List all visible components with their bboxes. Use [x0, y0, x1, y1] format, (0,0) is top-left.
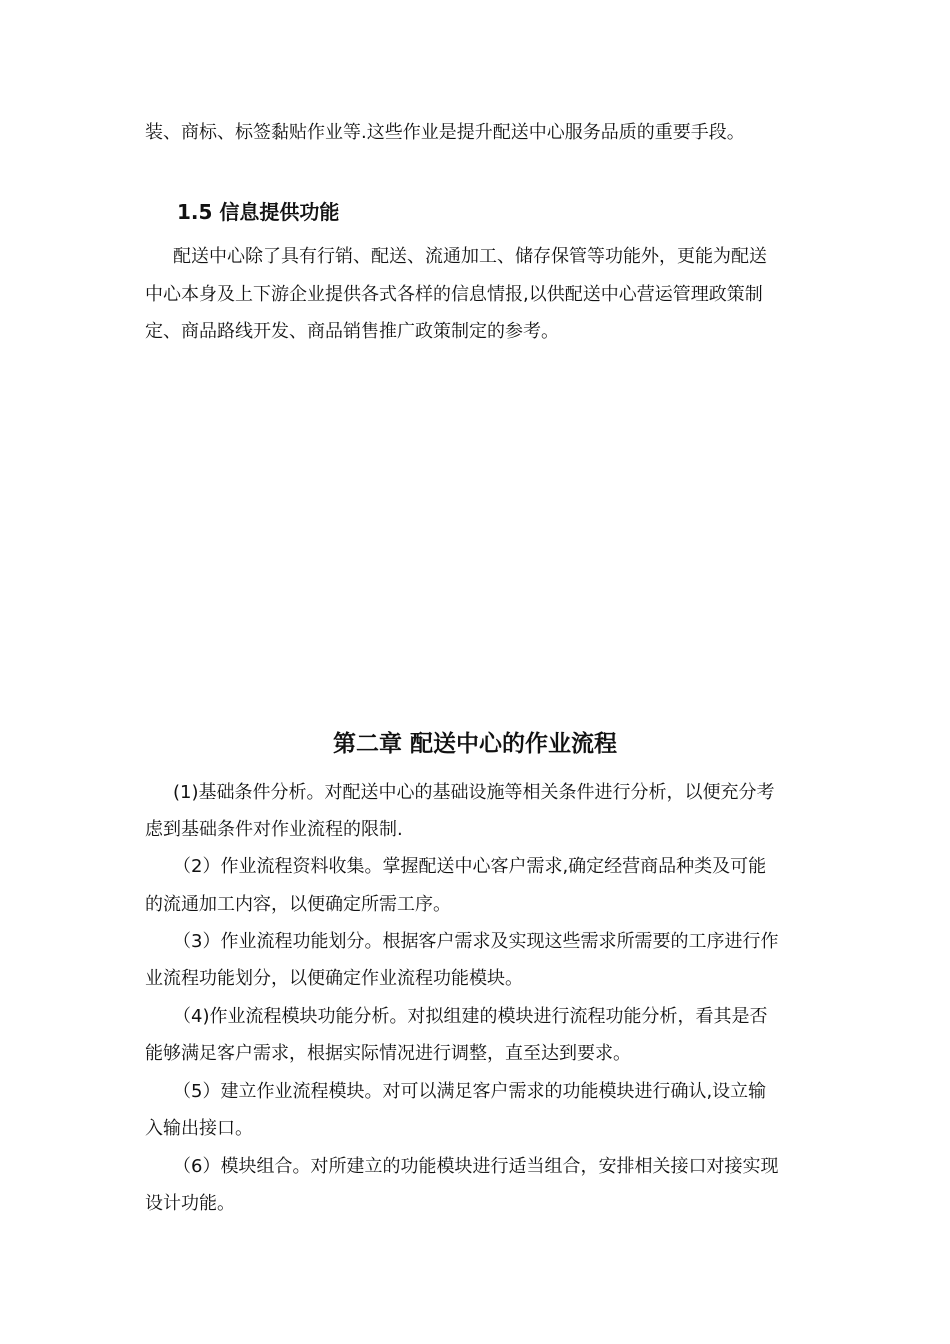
paragraph-top-fragment: 装、商标、标签黏贴作业等.这些作业是提升配送中心服务品质的重要手段。: [145, 122, 745, 143]
chapter-item-2-line-2: 的流通加工内容，以便确定所需工序。: [145, 894, 451, 915]
chapter-item-1-line-1: (1)基础条件分析。对配送中心的基础设施等相关条件进行分析，以便充分考: [173, 782, 775, 803]
chapter-item-1-line-2: 虑到基础条件对作业流程的限制.: [145, 819, 403, 840]
chapter-item-4-line-1: （4)作业流程模块功能分析。对拟组建的模块进行流程功能分析，看其是否: [173, 1006, 768, 1027]
chapter-item-5-line-2: 入输出接口。: [145, 1118, 253, 1139]
chapter-item-5-line-1: （5）建立作业流程模块。对可以满足客户需求的功能模块进行确认,设立输: [173, 1081, 767, 1102]
chapter-item-4-line-2: 能够满足客户需求，根据实际情况进行调整，直至达到要求。: [145, 1043, 631, 1064]
section-1-5-line-1: 配送中心除了具有行销、配送、流通加工、储存保管等功能外，更能为配送: [173, 246, 767, 267]
chapter-title: 第二章 配送中心的作业流程: [332, 731, 617, 757]
section-heading-1-5: 1.5 信息提供功能: [177, 200, 340, 224]
chapter-item-6-line-2: 设计功能。: [145, 1193, 235, 1214]
section-1-5-line-3: 定、商品路线开发、商品销售推广政策制定的参考。: [145, 321, 559, 342]
chapter-item-2-line-1: （2）作业流程资料收集。掌握配送中心客户需求,确定经营商品种类及可能: [173, 856, 767, 877]
section-1-5-line-2: 中心本身及上下游企业提供各式各样的信息情报,以供配送中心营运管理政策制: [145, 284, 763, 305]
chapter-item-6-line-1: （6）模块组合。对所建立的功能模块进行适当组合，安排相关接口对接实现: [173, 1156, 779, 1177]
chapter-item-3-line-2: 业流程功能划分，以便确定作业流程功能模块。: [145, 968, 523, 989]
chapter-item-3-line-1: （3）作业流程功能划分。根据客户需求及实现这些需求所需要的工序进行作: [173, 931, 779, 952]
